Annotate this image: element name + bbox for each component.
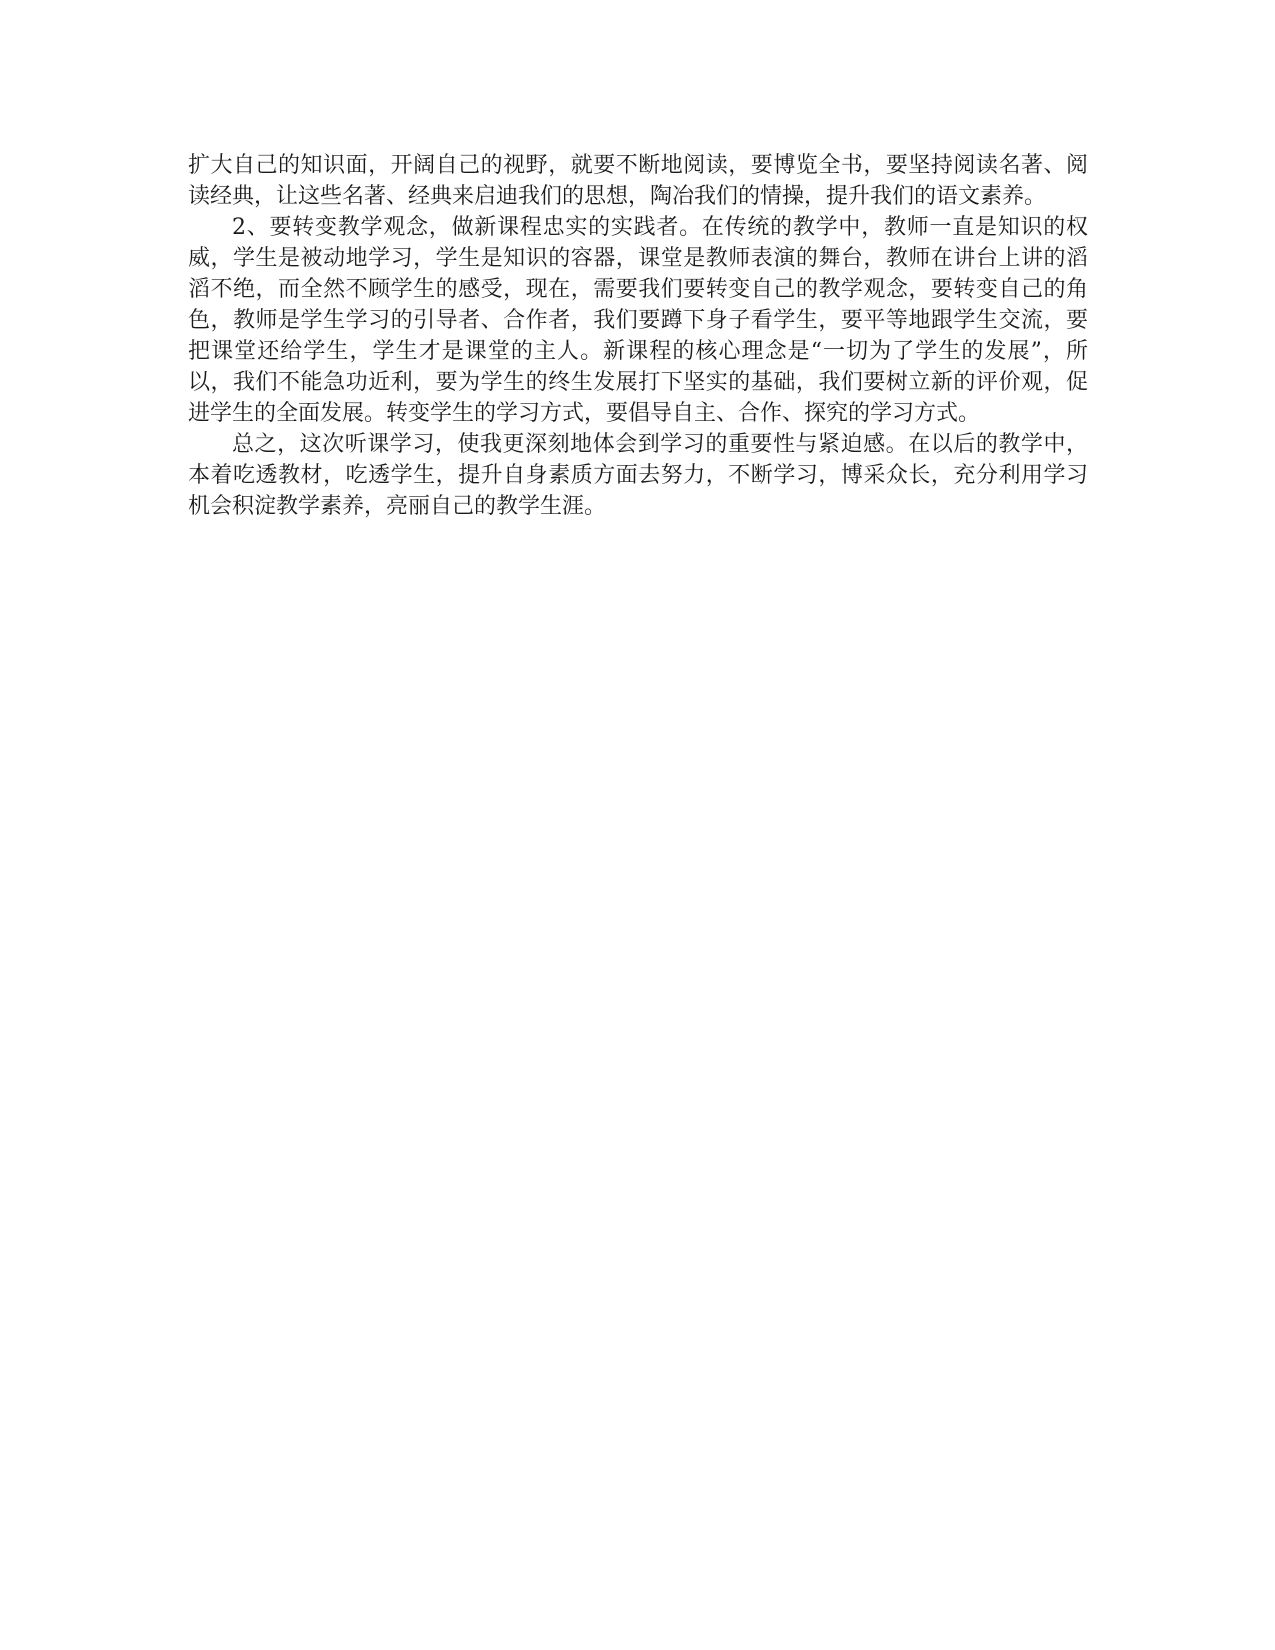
paragraph-teaching-concept: 2、要转变教学观念，做新课程忠实的实践者。在传统的教学中，教师一直是知识的权威，学生是被动地学习，学生是知识的容器，课堂是教师表演的舞台，教师在讲台上讲的滔滔不绝，而全然不顾学生的感受，现在，需要我们要转变自己的教学观念，要转变自己的角色，教师是学生学习的引导者、合作者，我们要蹲下身子看学生，要平等地跟学生交流，要把课堂还给学生，学生才是课堂的主人。新课程的核心理念是“一切为了学生的发展”，所以，我们不能急功近利，要为学生的终生发展打下坚实的基础，我们要树立新的评价观，促进学生的全面发展。转变学生的学习方式，要倡导自主、合作、探究的学习方式。: [188, 215, 1088, 426]
paragraph-reading: 扩大自己的知识面，开阔自己的视野，就要不断地阅读，要博览全书，要坚持阅读名著、阅读经典，让这些名著、经典来启迪我们的思想，陶冶我们的情操，提升我们的语文素养。: [188, 153, 1088, 209]
paragraph-conclusion: 总之，这次听课学习，使我更深刻地体会到学习的重要性与紧迫感。在以后的教学中，本着吃透教材，吃透学生，提升自身素质方面去努力，不断学习，博采众长，充分利用学习机会积淀教学素养，亮丽自己的教学生涯。: [188, 432, 1088, 519]
document-body: [188, 150, 1088, 522]
